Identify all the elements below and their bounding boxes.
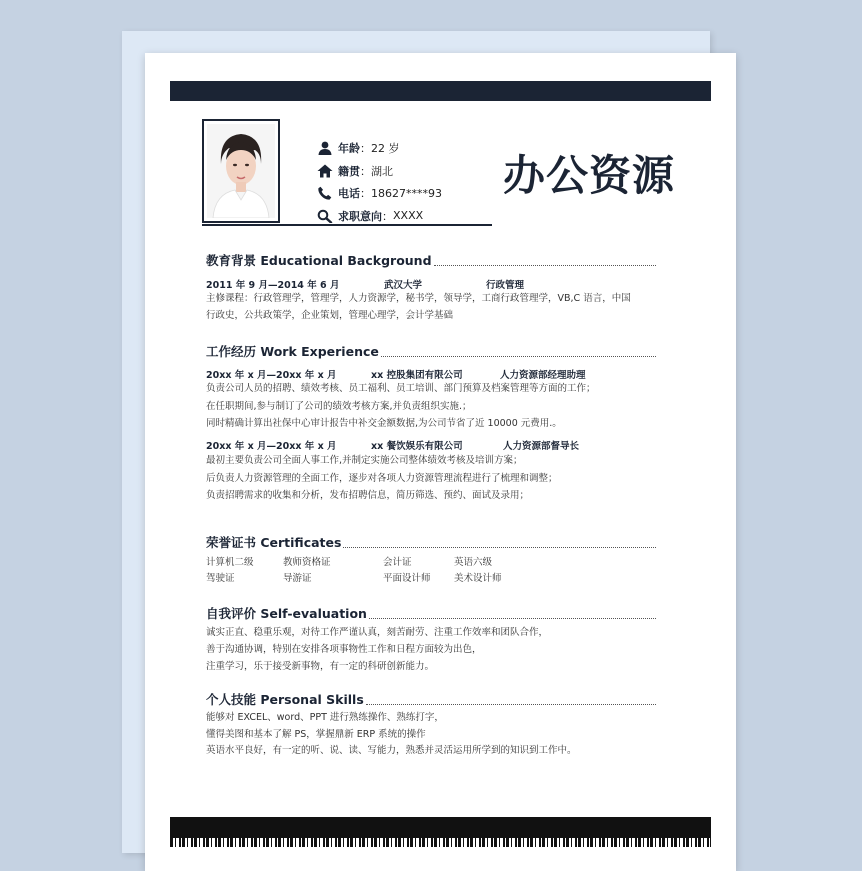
age-value: 22 岁 — [371, 142, 400, 156]
profile-photo-frame — [202, 119, 280, 223]
education-line: 行政史，公共政策学，企业策划，管理心理学，会计学基础 — [206, 310, 454, 321]
age-row — [317, 137, 442, 160]
self-eval-line: 善于沟通协调，特别在安排各项事物性工作和日程方面较为出色， — [206, 644, 482, 655]
phone-row — [317, 182, 442, 205]
self-eval-heading — [206, 606, 656, 622]
certificate-item: 教师资格证 — [283, 557, 331, 568]
certificates-heading-text: 荣誉证书 Certificates — [206, 535, 342, 550]
certificate-item: 驾驶证 — [206, 573, 235, 584]
intent-value: XXXX — [393, 209, 424, 223]
education-heading-text: 教育背景 Educational Background — [206, 253, 432, 268]
job-position: 人力资源部经理助理 — [500, 370, 586, 381]
job-summary — [206, 438, 656, 450]
certificate-item: 导游证 — [283, 573, 312, 584]
job-line: 负责公司人员的招聘、绩效考核、员工福利、员工培训、部门预算及档案管理等方面的工作； — [206, 383, 596, 394]
phone-label: 电话 — [338, 187, 360, 201]
divider — [369, 618, 656, 619]
education-period: 2011 年 9 月—2014 年 6 月 — [206, 280, 340, 291]
job-line: 同时精确计算出社保中心审计报告中补交金额数据,为公司节省了近 10000 元费用.。 — [206, 418, 562, 429]
job-position: 人力资源部督导长 — [503, 441, 580, 452]
job-company: xx 控股集团有限公司 — [371, 370, 463, 381]
colon: ： — [360, 187, 371, 201]
education-major: 行政管理 — [486, 280, 525, 291]
divider — [434, 265, 656, 266]
skills-line: 英语水平良好，有一定的听、说、读、写能力，熟悉并灵活运用所学到的知识到工作中。 — [206, 745, 577, 756]
page-title: 办公资源 — [503, 151, 676, 200]
phone-icon — [317, 186, 333, 200]
person-portrait — [207, 124, 275, 218]
origin-label: 籍贯 — [338, 164, 360, 178]
profile-photo — [207, 124, 275, 218]
profile-info — [317, 137, 442, 227]
certificate-item: 美术设计师 — [454, 573, 502, 584]
certificates-heading — [206, 535, 656, 551]
divider — [366, 704, 656, 705]
certificate-item: 平面设计师 — [383, 573, 431, 584]
self-eval-heading-text: 自我评价 Self-evaluation — [206, 606, 367, 621]
education-line: 主修课程：行政管理学，管理学，人力资源学，秘书学，领导学，工商行政管理学，VB,C 语言，中国 — [206, 293, 631, 304]
certificate-item: 英语六级 — [454, 557, 493, 568]
self-eval-line: 诚实正直、稳重乐观，对待工作严谨认真，刻苦耐劳、注重工作效率和团队合作， — [206, 627, 549, 638]
work-heading-text: 工作经历 Work Experience — [206, 344, 379, 359]
header-bar — [170, 81, 711, 101]
skills-line: 能够对 EXCEL、word、PPT 进行熟练操作、熟练打字， — [206, 712, 444, 723]
education-summary — [206, 277, 656, 289]
job-period: 20xx 年 x 月—20xx 年 x 月 — [206, 370, 337, 381]
colon: ： — [360, 164, 371, 178]
job-line: 负责招聘需求的收集和分析，发布招聘信息，简历筛选、预约、面试及录用； — [206, 490, 530, 501]
info-underline — [202, 224, 492, 226]
education-heading — [206, 253, 656, 269]
origin-value: 湖北 — [371, 164, 393, 178]
barcode-stripes — [170, 838, 711, 847]
job-summary — [206, 367, 656, 379]
skills-heading-text: 个人技能 Personal Skills — [206, 692, 364, 707]
self-eval-line: 注重学习，乐于接受新事物，有一定的科研创新能力。 — [206, 661, 435, 672]
resume-sheet — [145, 53, 736, 871]
work-heading — [206, 344, 656, 360]
skills-heading — [206, 692, 656, 708]
job-company: xx 餐饮娱乐有限公司 — [371, 441, 463, 452]
colon: ： — [360, 142, 371, 156]
age-label: 年龄 — [338, 142, 360, 156]
divider — [381, 356, 656, 357]
certificate-item: 计算机二级 — [206, 557, 254, 568]
job-line: 最初主要负责公司全面人事工作,并制定实施公司整体绩效考核及培训方案； — [206, 455, 523, 466]
job-line: 后负责人力资源管理的全面工作，逐步对各项人力资源管理流程进行了梳理和调整； — [206, 473, 558, 484]
skills-line: 懂得美图和基本了解 PS，掌握鼎新 ERP 系统的操作 — [206, 729, 426, 740]
certificate-item: 会计证 — [383, 557, 412, 568]
search-icon — [317, 209, 333, 223]
intent-label: 求职意向 — [338, 209, 382, 223]
job-line: 在任职期间,参与制订了公司的绩效考核方案,并负责组织实施.； — [206, 401, 472, 412]
footer-barcode — [170, 817, 711, 847]
home-icon — [317, 164, 333, 178]
divider — [343, 547, 656, 548]
education-school: 武汉大学 — [384, 280, 423, 291]
phone-value: 18627****93 — [371, 186, 442, 200]
job-period: 20xx 年 x 月—20xx 年 x 月 — [206, 441, 337, 452]
colon: ： — [382, 209, 393, 223]
origin-row — [317, 160, 442, 183]
person-icon — [317, 141, 333, 155]
